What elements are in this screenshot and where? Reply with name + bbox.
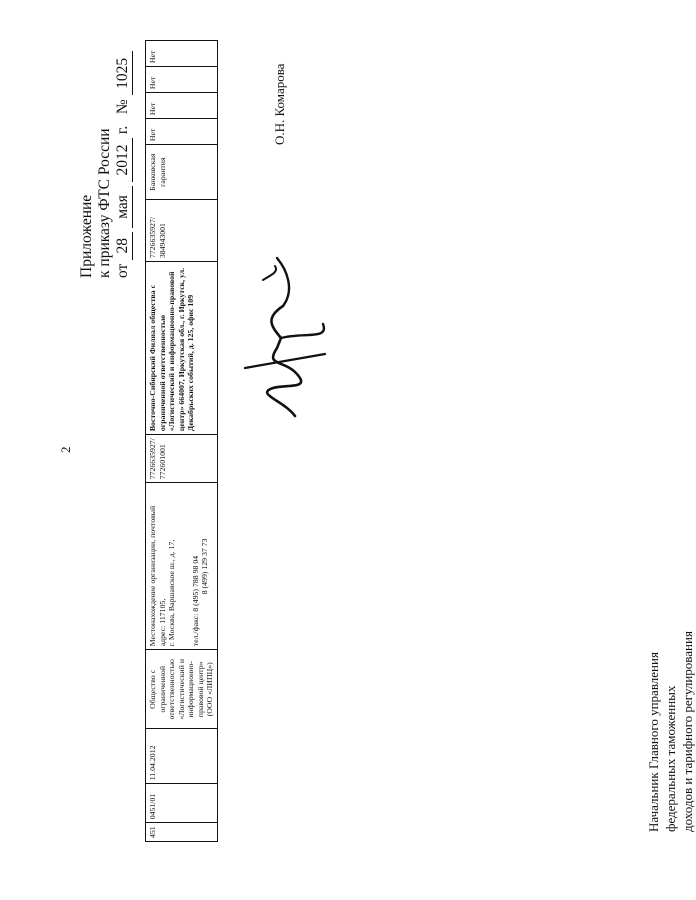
cell-address bbox=[146, 483, 218, 650]
date-day: 28 bbox=[114, 232, 133, 260]
number-prefix: № bbox=[114, 99, 131, 115]
order-number: 1025 bbox=[114, 51, 133, 95]
signature-icon bbox=[225, 250, 340, 430]
date-year: 2012 bbox=[114, 138, 133, 182]
cell-inn-kpp: 7726635927/ 772601001 bbox=[146, 435, 218, 483]
date-prefix: от bbox=[114, 263, 131, 278]
cell-branch-inn-kpp: 7726635927/ 384943001 bbox=[146, 200, 218, 262]
cell-col-c: Нет bbox=[146, 67, 218, 93]
table-row bbox=[146, 41, 218, 842]
date-suffix: г. bbox=[114, 125, 131, 135]
appendix-order-ref: к приказу ФТС России bbox=[96, 128, 113, 278]
appendix-date-line bbox=[114, 51, 133, 278]
cell-date: 11.04.2012 bbox=[146, 729, 218, 784]
appendix-title: Приложение bbox=[78, 194, 95, 278]
date-month: мая bbox=[114, 186, 133, 228]
cell-col-b: Нет bbox=[146, 93, 218, 119]
signatory-title bbox=[645, 631, 696, 832]
cell-col-a: Нет bbox=[146, 119, 218, 145]
phone-2: 8 (499) 129 37 73 bbox=[200, 538, 209, 595]
page-number: 2 bbox=[58, 446, 73, 453]
cell-branch: Восточно-Сибирский Филиал общества с ограниченной ответственностью «Логистический и информационно-правовой центр» 664007, Иркутская обл., г. Иркутск, ул. Декабрьских событий, д. 125, офис 109 bbox=[146, 262, 218, 435]
registry-table bbox=[145, 40, 218, 842]
cell-col-d: Нет bbox=[146, 41, 218, 67]
address-label: Местонахождение организации, почтовый адрес: 117105, bbox=[148, 505, 167, 647]
signatory-line-2: федеральных таможенных bbox=[663, 685, 678, 832]
appendix-header bbox=[78, 51, 133, 278]
signer-name: О.Н. Комарова bbox=[272, 63, 287, 145]
cell-org-name: Общество с ограниченной ответственностью «Логистический и информационно-правовой центр» (ООО «ЛИПЦ») bbox=[146, 650, 218, 729]
address-line: г. Москва, Варшавское ш., д. 17, bbox=[167, 539, 176, 647]
cell-reg-number: 0451/01 bbox=[146, 784, 218, 823]
cell-index: 451 bbox=[146, 823, 218, 842]
signatory-line-3: доходов и тарифного регулирования bbox=[680, 631, 695, 832]
phone-1: тел./факс: 8 (495) 788 98 04 bbox=[190, 555, 200, 647]
cell-guarantee: Банковская гарантия bbox=[146, 145, 218, 200]
signatory-line-1: Начальник Главного управления bbox=[646, 652, 661, 832]
